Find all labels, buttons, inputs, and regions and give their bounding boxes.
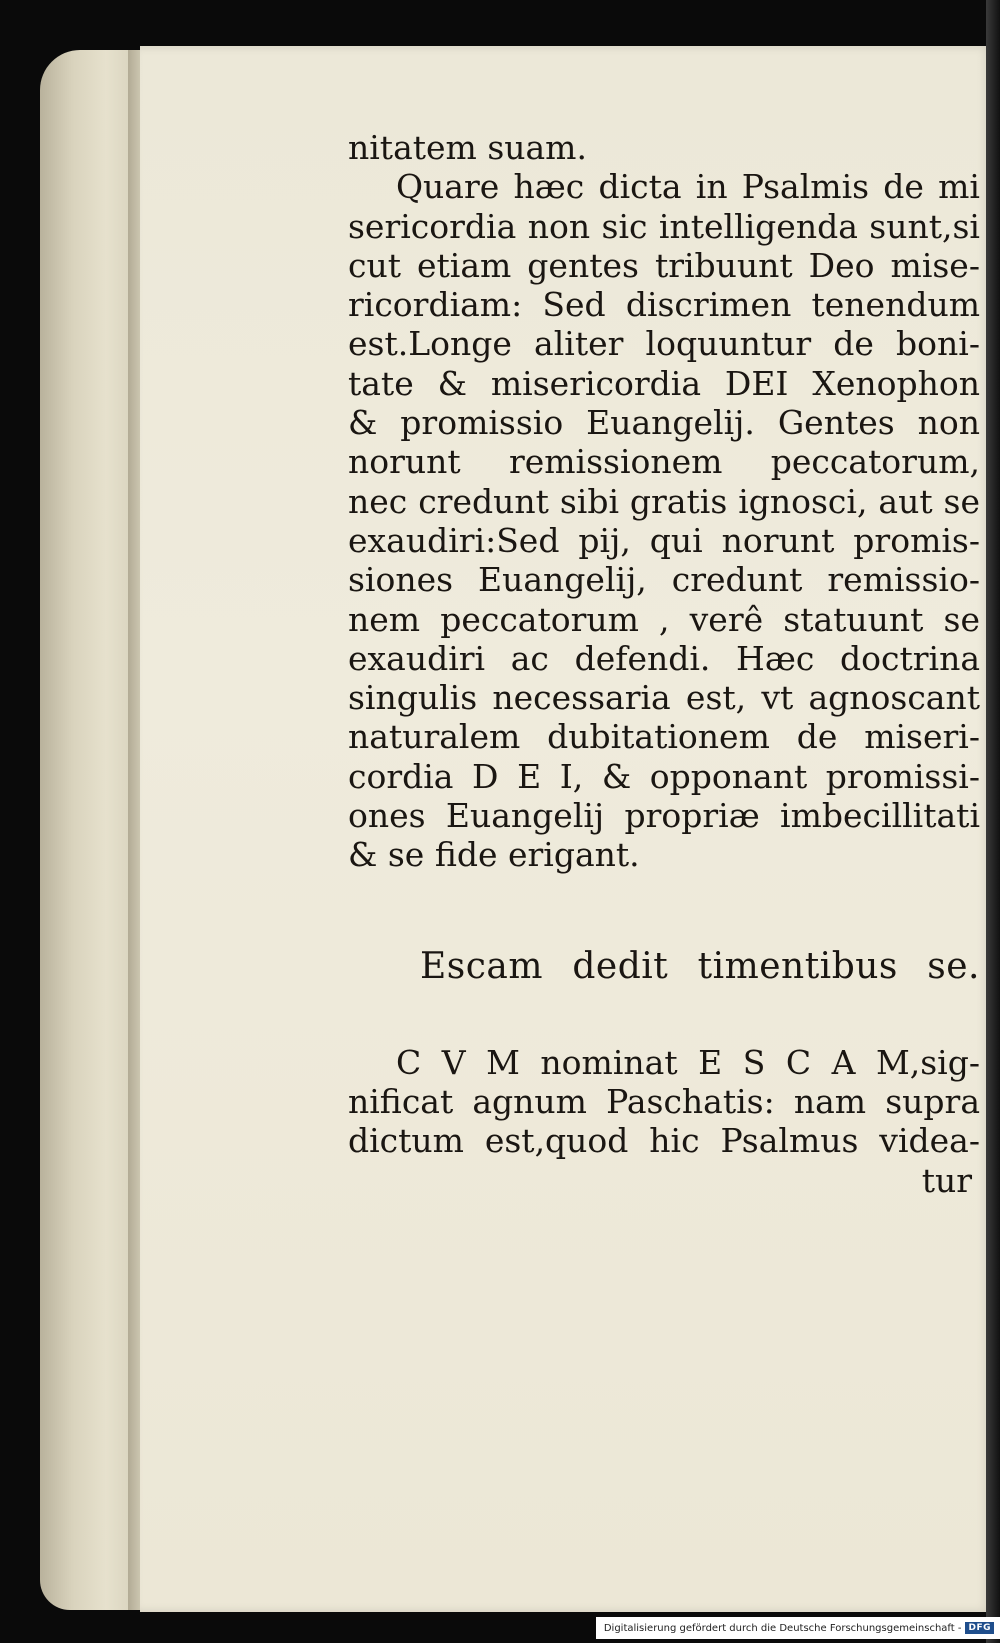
text-line: ones Euangelij propriæ imbecillitati [348,796,980,836]
text-line: singulis necessaria est, vt agnoscant [348,678,980,718]
dfg-logo-icon: DFG [965,1622,994,1634]
text-line: nitatem suam. [348,128,587,167]
text-line: norunt remissionem peccatorum, [348,442,980,482]
book-gutter [986,0,1000,1643]
text-line: cut etiam gentes tribuunt Deo mise- [348,245,980,285]
spacer [348,991,980,1043]
text-line: nem peccatorum , verê statuunt se [348,599,980,639]
page-text [348,128,980,1200]
text-line: cordia D E I, & opponant promissi- [348,756,980,796]
digitization-credit-bar [596,1617,1000,1639]
catchword: tur [921,1160,972,1200]
section-heading: Escam dedit timentibus se. [420,945,980,987]
text-line: dictum est,quod hic Psalmus videa- [348,1121,980,1161]
text-line: ricordiam: Sed discrimen tenendum [348,285,980,325]
text-line: & se fide erigant. [348,835,640,875]
text-line: naturalem dubitationem de miseri- [348,717,980,757]
text-line: C V M nominat E S C A M,sig- [396,1042,980,1082]
text-line: est.Longe aliter loquuntur de boni- [348,324,980,364]
text-line: exaudiri ac defendi. Hæc doctrina [348,638,980,678]
digitization-credit: Digitalisierung gefördert durch die Deutsche Forschungsgemeinschaft - [603,1622,962,1634]
text-line: nificat agnum Paschatis: nam supra [348,1081,980,1121]
text-line: siones Euangelij, credunt remissio- [348,560,980,600]
text-line: Quare hæc dicta in Psalmis de mi [396,167,980,207]
text-line: tate & misericordia DEI Xenophon [348,363,980,403]
text-line: nec credunt sibi gratis ignosci, aut se [348,481,980,521]
text-line: exaudiri:Sed pij, qui norunt promis- [348,520,980,560]
text-line: sericordia non sic intelligenda sunt,si [348,206,980,246]
text-line: & promissio Euangelij. Gentes non [348,403,980,443]
